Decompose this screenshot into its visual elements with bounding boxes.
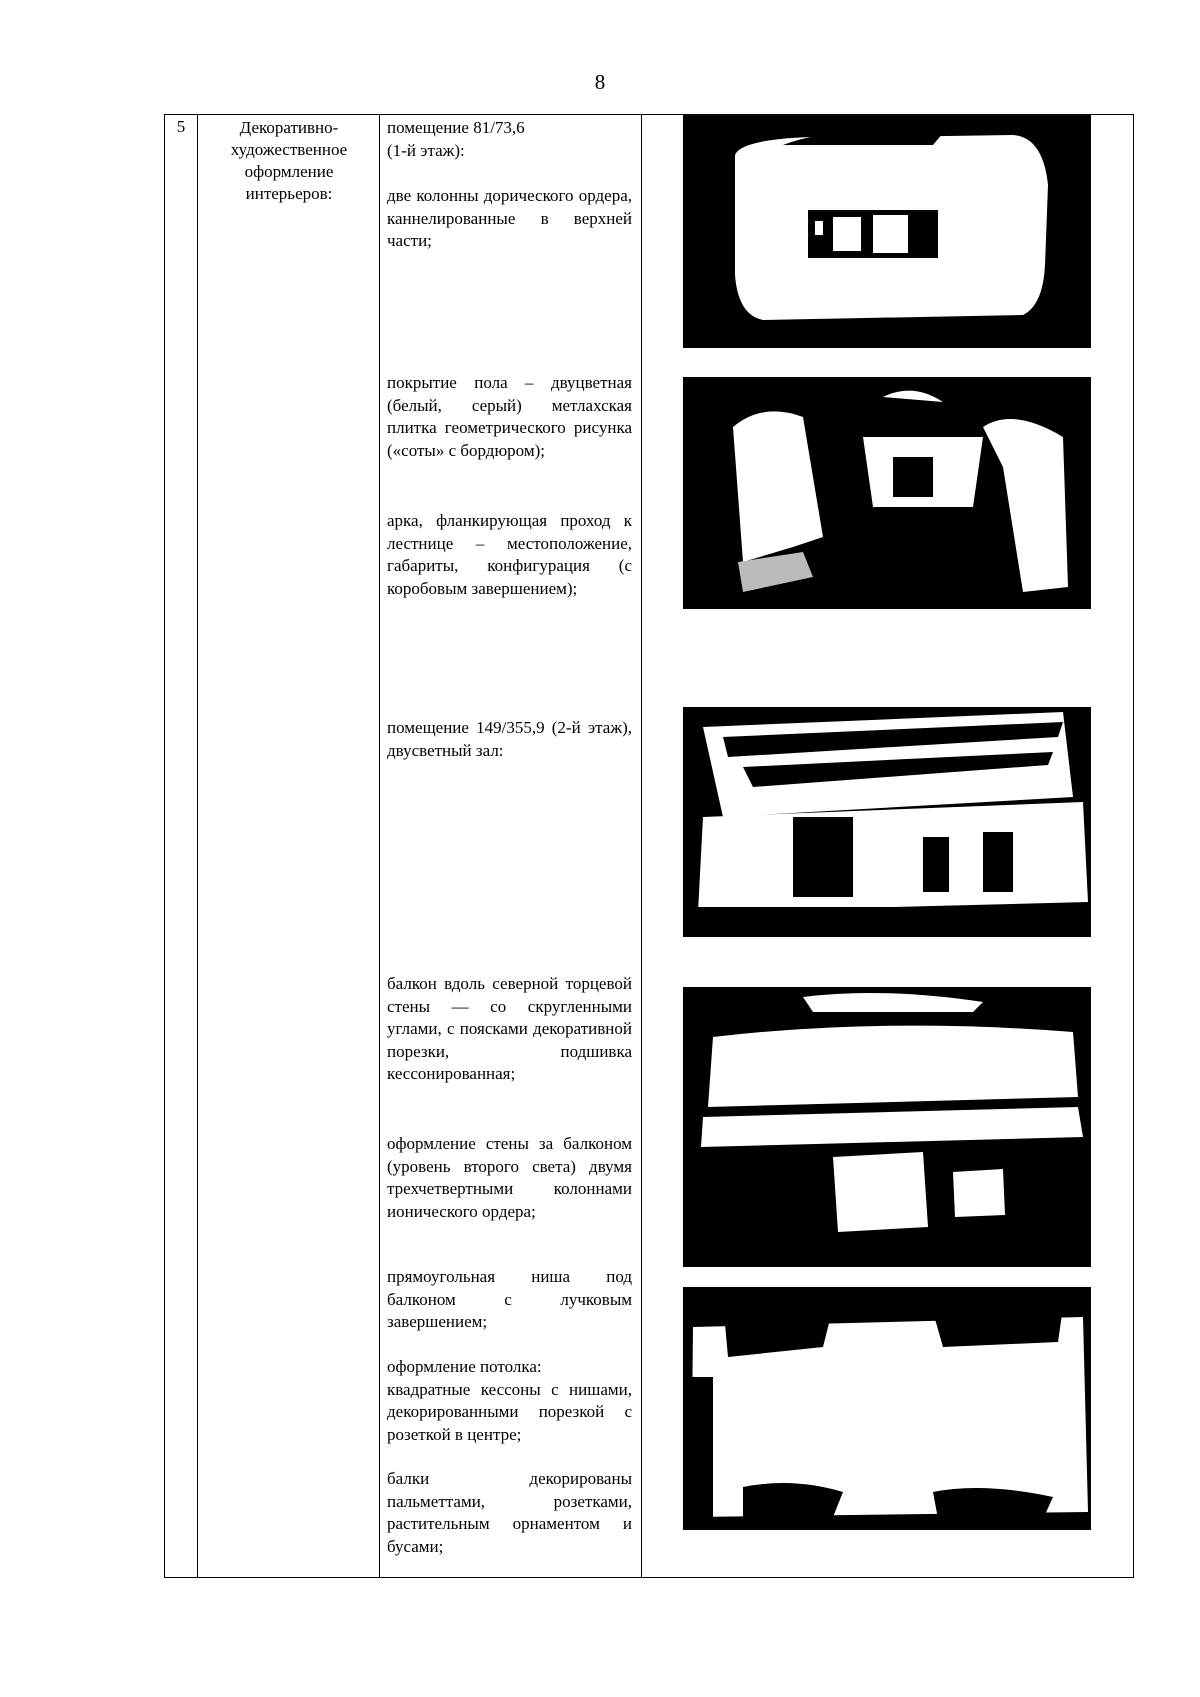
row-title-line: интерьеров: (245, 184, 333, 203)
description-floor-tiles (387, 372, 632, 462)
row-title-line: Декоративно- (239, 118, 339, 137)
page-number: 8 (594, 70, 606, 94)
column-divider (379, 115, 380, 1577)
description-beams (387, 1468, 632, 1558)
description-line: оформление стены за балконом (уровень второго света) двумя трехчетвертными колоннами ионического ордера; (387, 1134, 632, 1221)
description-line: оформление потолка: (387, 1357, 542, 1376)
description-line: балкон вдоль северной торцевой стены — со скругленными углами, с поясками декоративной порезки, подшивка кессонированная; (387, 974, 632, 1083)
description-line: помещение 149/355,9 (2-й этаж), двусветный зал: (387, 718, 632, 760)
description-line: покрытие пола – двуцветная (белый, серый) метлахская плитка геометрического рисунка («соты» с бордюром); (387, 373, 632, 460)
row-title-line: художественное (230, 140, 348, 159)
row-number: 5 (176, 117, 186, 136)
photo-arch (683, 377, 1091, 609)
description-line: две колонны дорического ордера, каннелированные в верхней части; (387, 186, 632, 250)
column-divider (641, 115, 642, 1577)
description-doric-columns (387, 185, 632, 253)
row-title (199, 117, 379, 205)
description-ceiling (387, 1356, 632, 1446)
photo-hall (683, 707, 1091, 937)
photo-columns (683, 115, 1091, 348)
description-line: прямоугольная ниша под балконом с лучковым завершением; (387, 1267, 632, 1331)
description-arch (387, 510, 632, 600)
description-line: (1-й этаж): (387, 140, 465, 160)
description-wall-columns (387, 1133, 632, 1223)
row-title-line: оформление (244, 162, 334, 181)
document-table (164, 114, 1134, 1578)
photo-balcony (683, 987, 1091, 1267)
description-niche (387, 1266, 632, 1334)
photo-ceiling (683, 1287, 1091, 1530)
description-balcony (387, 973, 632, 1086)
description-line: арка, фланкирующая проход к лестнице – местоположение, габариты, конфигурация (с коробовым завершением); (387, 511, 632, 598)
description-line: квадратные кессоны с нишами, декорированными порезкой с розеткой в центре; (387, 1379, 632, 1444)
description-line: балки декорированы пальметтами, розетками, растительным орнаментом и бусами; (387, 1469, 632, 1556)
description-room-149 (387, 717, 632, 762)
description-room-81 (387, 117, 632, 162)
description-line: помещение 81/73,6 (387, 118, 525, 137)
column-divider (197, 115, 198, 1577)
